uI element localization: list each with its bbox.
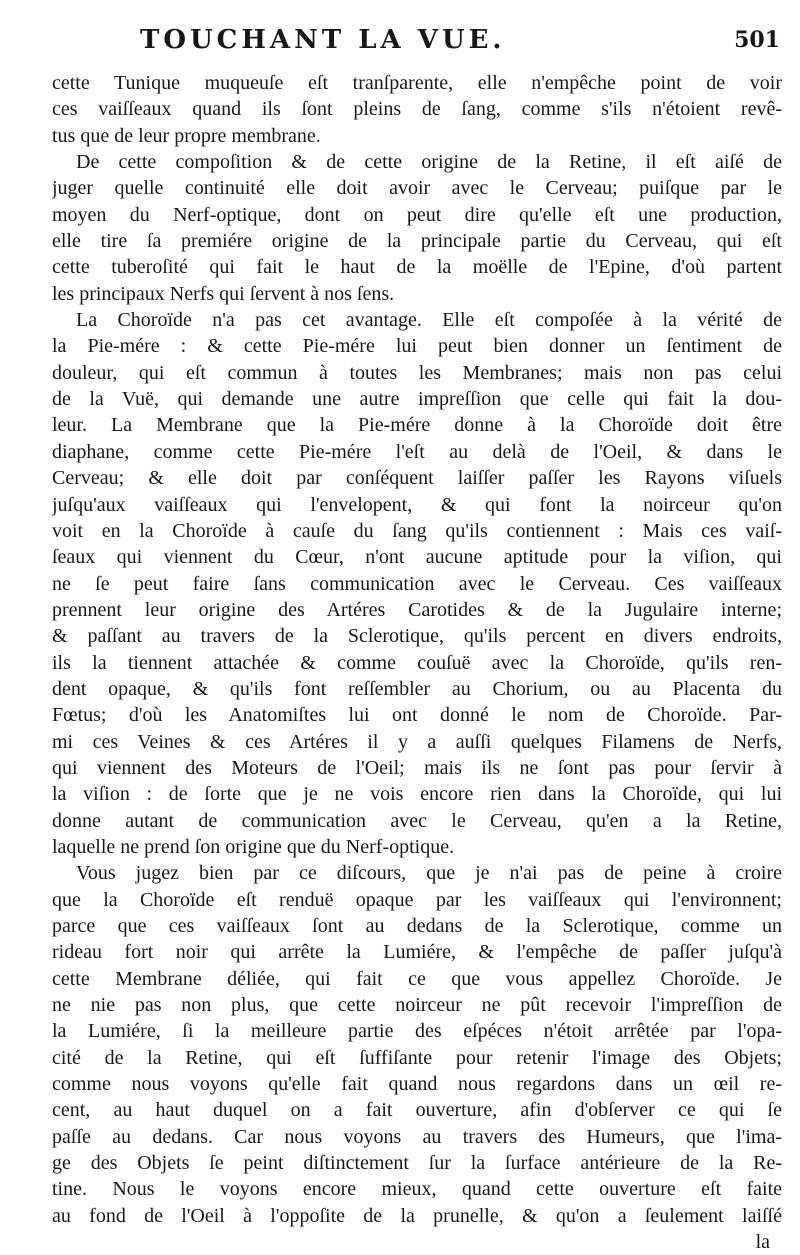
text-line: au fond de l'Oeil à l'oppoſite de la prunelle, & qu'on a ſeulement laiſſé bbox=[52, 1204, 782, 1227]
text-line: ſeaux qui viennent du Cœur, n'ont aucune aptitude pour la viſion, qui bbox=[52, 546, 782, 569]
paragraph-start-line: De cette compoſition & de cette origine de la Retine, il eſt aiſé de bbox=[76, 151, 782, 174]
text-line: la viſion : de ſorte que je ne vois encore rien dans la Choroïde, qui lui bbox=[52, 783, 782, 806]
text-line: mi ces Veines & ces Artéres il y a auſſi quelques Filamens de Nerfs, bbox=[52, 730, 782, 753]
text-line: la Pie-mére : & cette Pie-mére lui peut bien donner un ſentiment de bbox=[52, 335, 782, 358]
text-line: ne nie pas non plus, que cette noirceur ne pût recevoir l'impreſſion de bbox=[52, 994, 782, 1017]
text-line: qui viennent des Moteurs de l'Oeil; mais ils ne ſont pas pour ſervir à bbox=[52, 756, 782, 779]
text-line: tus que de leur propre membrane. bbox=[52, 124, 321, 147]
text-line: Cerveau; & elle doit par conſéquent laiſſer paſſer les Rayons viſuels bbox=[52, 467, 782, 490]
text-line: tine. Nous le voyons encore mieux, quand cette ouverture eſt faite bbox=[52, 1178, 782, 1201]
text-line: laquelle ne prend ſon origine que du Nerf-optique. bbox=[52, 835, 455, 858]
body-text bbox=[52, 70, 782, 1255]
running-title: TOUCHANT LA VUE. bbox=[140, 25, 506, 55]
text-line: dent opaque, & qu'ils font reſſembler au Chorium, ou au Placenta du bbox=[52, 677, 782, 700]
text-line: la Lumiére, ſi la meilleure partie des eſpéces n'étoit arrêtée par l'opa- bbox=[52, 1020, 782, 1043]
text-line: Fœtus; d'où les Anatomiſtes lui ont donné le nom de Choroïde. Par- bbox=[52, 704, 782, 727]
catchword: la bbox=[755, 1231, 770, 1254]
text-line: cette Tunique muqueuſe eſt tranſparente, elle n'empêche point de voir bbox=[52, 72, 782, 94]
text-line: les principaux Nerfs qui ſervent à nos ſens. bbox=[52, 282, 395, 305]
text-line: elle tire ſa premiére origine de la principale partie du Cerveau, qui eſt bbox=[52, 230, 782, 253]
text-line: ils la tiennent attachée & comme couſuë avec la Choroïde, qu'ils ren- bbox=[52, 651, 782, 674]
page-number: 501 bbox=[734, 27, 780, 53]
paragraph-start-line: Vous jugez bien par ce diſcours, que je n'ai pas de peine à croire bbox=[76, 862, 782, 885]
text-line: juger quelle continuité elle doit avoir avec le Cerveau; puiſque par le bbox=[52, 177, 782, 200]
text-line: juſqu'aux vaiſſeaux qui l'envelopent, & qui font la noirceur qu'on bbox=[52, 493, 782, 516]
text-line: leur. La Membrane que la Pie-mére donne à la Choroïde doit être bbox=[52, 414, 782, 437]
text-line: & paſſant au travers de la Sclerotique, qu'ils percent en divers endroits, bbox=[52, 625, 782, 648]
text-line: moyen du Nerf-optique, dont on peut dire qu'elle eſt une production, bbox=[52, 203, 782, 226]
text-line: cette Membrane déliée, qui fait ce que vous appellez Choroïde. Je bbox=[52, 967, 782, 990]
text-line: comme nous voyons qu'elle fait quand nous regardons dans un œil re- bbox=[52, 1073, 782, 1096]
text-line: diaphane, comme cette Pie-mére l'eſt au delà de l'Oeil, & dans le bbox=[52, 440, 782, 463]
text-line: parce que ces vaiſſeaux ſont au dedans de la Sclerotique, comme un bbox=[52, 915, 782, 937]
text-line: voit en la Choroïde à cauſe du ſang qu'ils contiennent : Mais ces vaiſ- bbox=[52, 519, 782, 542]
text-line: paſſe au dedans. Car nous voyons au travers des Humeurs, que l'ima- bbox=[52, 1125, 782, 1148]
text-line: rideau fort noir qui arrête la Lumiére, & l'empêche de paſſer juſqu'à bbox=[52, 941, 782, 964]
text-line: cette tuberoſité qui fait le haut de la moëlle de l'Epine, d'où partent bbox=[52, 256, 782, 279]
text-line: de la Vuë, qui demande une autre impreſſion que celle qui fait la dou- bbox=[52, 388, 782, 411]
text-line: ces vaiſſeaux quand ils ſont pleins de ſang, comme s'ils n'étoient revê- bbox=[52, 98, 782, 121]
text-line: cent, au haut duquel on a fait ouverture, afin d'obſerver ce qui ſe bbox=[52, 1099, 782, 1122]
text-line: que la Choroïde eſt renduë opaque par les vaiſſeaux qui l'environnent; bbox=[52, 888, 782, 911]
text-line: douleur, qui eſt commun à toutes les Membranes; mais non pas celui bbox=[52, 361, 782, 384]
text-line: donne autant de communication avec le Cerveau, qu'en a la Retine, bbox=[52, 809, 782, 832]
text-line: ne ſe peut faire ſans communication avec le Cerveau. Ces vaiſſeaux bbox=[52, 572, 782, 595]
text-line: cité de la Retine, qui eſt ſuffiſante pour retenir l'image des Objets; bbox=[52, 1046, 782, 1069]
text-line: prennent leur origine des Artéres Carotides & de la Jugulaire interne; bbox=[52, 598, 782, 621]
paragraph-start-line: La Choroïde n'a pas cet avantage. Elle eſt compoſée à la vérité de bbox=[76, 309, 782, 332]
text-line: ge des Objets ſe peint diſtinctement ſur la ſurface antérieure de la Re- bbox=[52, 1152, 782, 1175]
